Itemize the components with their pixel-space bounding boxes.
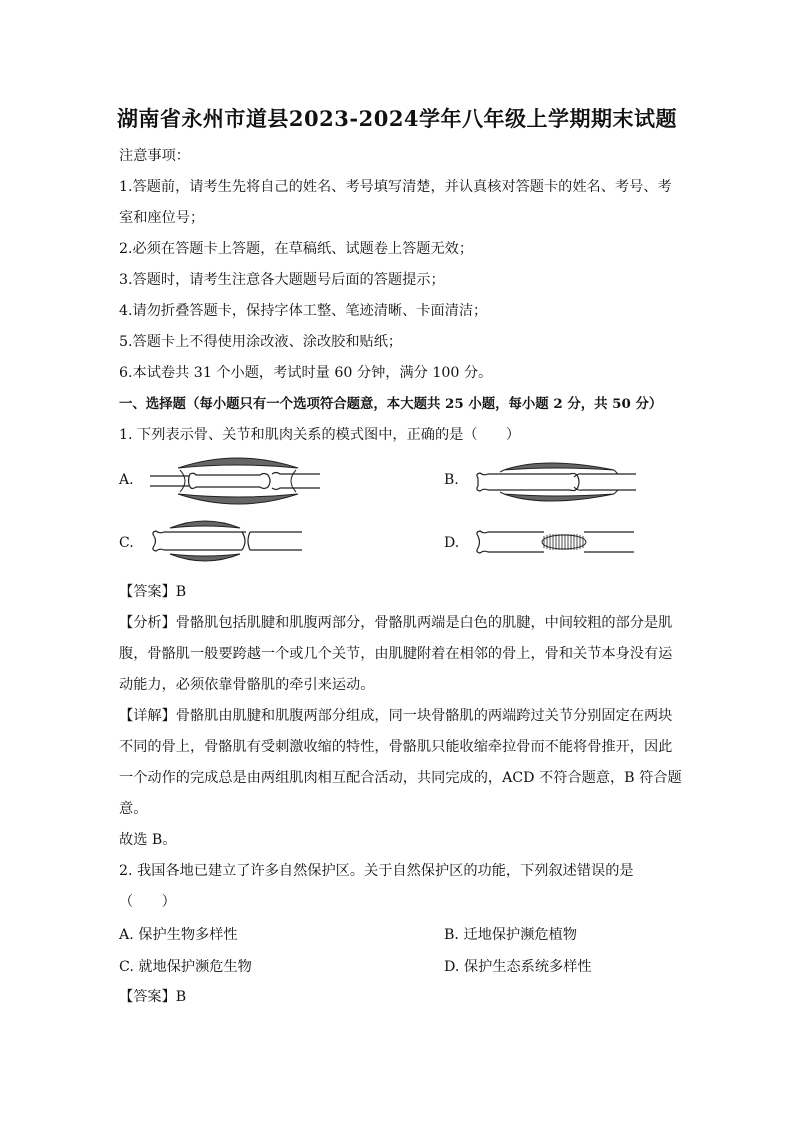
q2-option-c[interactable]: C. 就地保护濒危生物 bbox=[119, 959, 252, 975]
notice-item: 2.必须在答题卡上答题，在草稿纸、试题卷上答题无效； bbox=[119, 241, 474, 257]
question-2-stem-paren: （ ） bbox=[119, 894, 176, 910]
option-a-label: A. bbox=[119, 472, 134, 488]
question-1-stem: 1. 下列表示骨、关节和肌肉关系的模式图中，正确的是（ ） bbox=[119, 427, 521, 443]
notice-item: 3.答题时，请考生注意各大题题号后面的答题提示； bbox=[119, 272, 445, 288]
option-d-label: D. bbox=[444, 535, 460, 551]
q2-answer: 【答案】B bbox=[119, 989, 187, 1005]
q2-option-b[interactable]: B. 迁地保护濒危植物 bbox=[444, 927, 577, 943]
notice-heading: 注意事项： bbox=[119, 148, 190, 164]
notice-item: 室和座位号； bbox=[119, 210, 205, 226]
figure-option-a bbox=[150, 452, 320, 510]
q1-detail-line: 不同的骨上，骨骼肌有受刺激收缩的特性，骨骼肌只能收缩牵拉骨而不能将骨推开，因此 bbox=[119, 739, 673, 755]
option-b-label: B. bbox=[444, 472, 459, 488]
figure-option-d bbox=[474, 524, 639, 560]
notice-item: 5.答题卡上不得使用涂改液、涂改胶和贴纸； bbox=[119, 334, 403, 350]
q2-option-a[interactable]: A. 保护生物多样性 bbox=[119, 927, 238, 943]
q1-detail-line: 【详解】骨骼肌由肌腱和肌腹两部分组成，同一块骨骼肌的两端跨过关节分别固定在两块 bbox=[119, 708, 673, 724]
notice-item: 1.答题前，请考生先将自己的姓名、考号填写清楚，并认真核对答题卡的姓名、考号、考 bbox=[119, 179, 672, 195]
notice-item: 6.本试卷共 31 个小题，考试时量 60 分钟，满分 100 分。 bbox=[119, 365, 493, 381]
q2-option-d[interactable]: D. 保护生态系统多样性 bbox=[444, 959, 592, 975]
figure-option-b bbox=[474, 458, 639, 506]
q1-conclusion: 故选 B。 bbox=[119, 832, 177, 848]
q1-analysis-line: 【分析】骨骼肌包括肌腱和肌腹两部分，骨骼肌两端是白色的肌腱，中间较粗的部分是肌 bbox=[119, 615, 673, 631]
figure-option-c bbox=[150, 516, 305, 566]
page-title: 湖南省永州市道县2023-2024学年八年级上学期期末试题 bbox=[116, 106, 678, 131]
question-2-stem: 2. 我国各地已建立了许多自然保护区。关于自然保护区的功能，下列叙述错误的是 bbox=[119, 863, 634, 879]
notice-item: 4.请勿折叠答题卡，保持字体工整、笔迹清晰、卡面清洁； bbox=[119, 303, 488, 319]
q1-detail-line: 意。 bbox=[119, 801, 148, 817]
q1-answer: 【答案】B bbox=[119, 584, 187, 600]
q1-analysis-line: 腹，骨骼肌一般要跨越一个或几个关节，由肌腱附着在相邻的骨上，骨和关节本身没有运 bbox=[119, 646, 673, 662]
option-c-label: C. bbox=[119, 535, 134, 551]
q1-detail-line: 一个动作的完成总是由两组肌肉相互配合活动，共同完成的，ACD 不符合题意，B 符合题 bbox=[119, 770, 682, 786]
q1-analysis-line: 动能力，必须依靠骨骼肌的牵引来运动。 bbox=[119, 677, 375, 693]
section-heading: 一、选择题（每小题只有一个选项符合题意，本大题共 25 小题，每小题 2 分，共 50 分） bbox=[119, 396, 663, 412]
